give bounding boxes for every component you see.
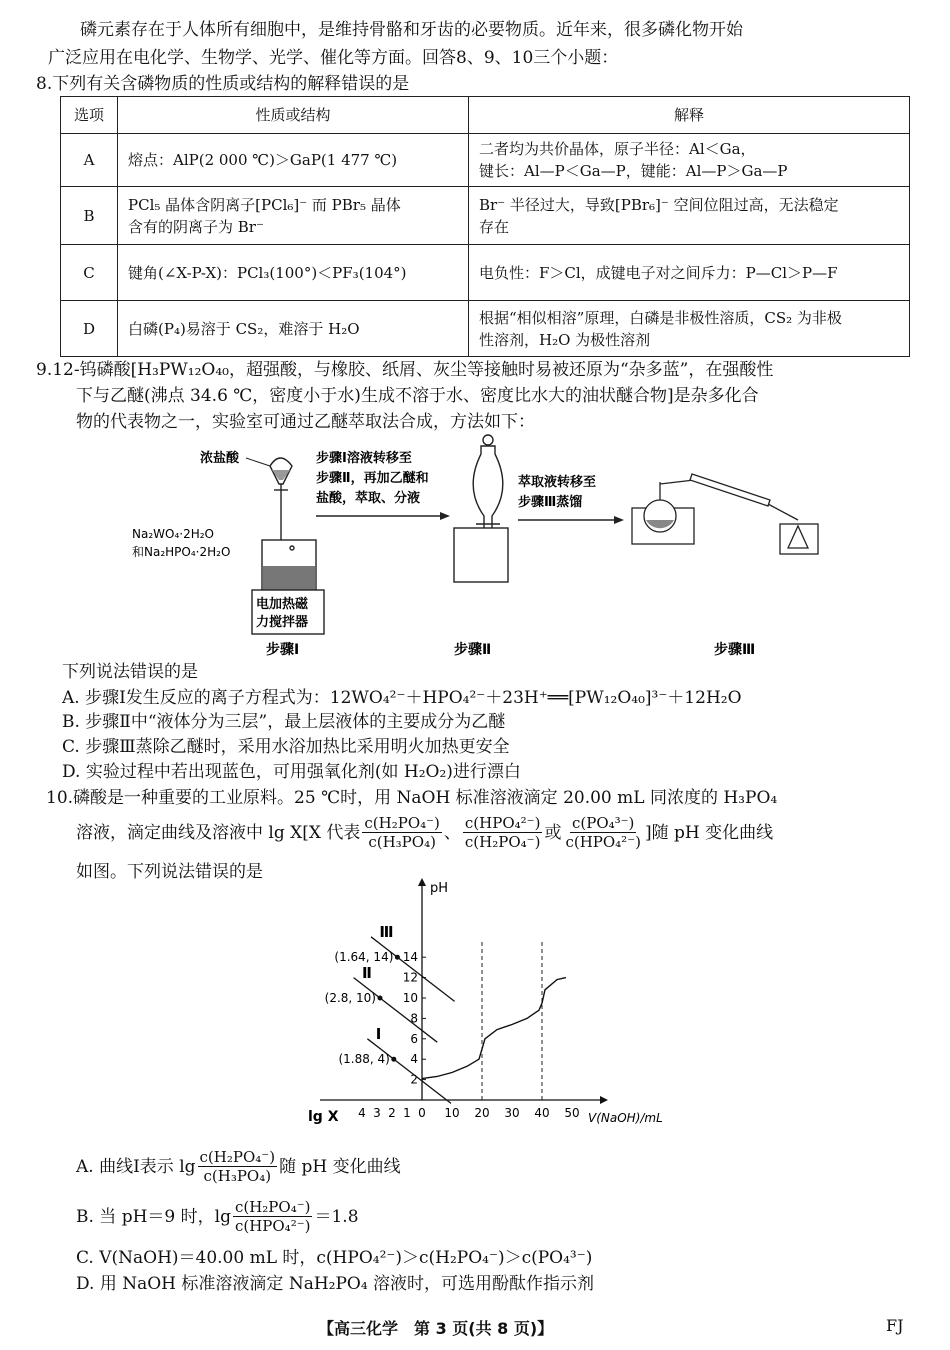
row-explanation (469, 187, 910, 245)
arrow1-text-3: 盐酸，萃取、分液 (316, 491, 421, 506)
q10-option-a (76, 1148, 401, 1185)
q10-option-d: D. 用 NaOH 标准溶液滴定 NaH₂PO₄ 溶液时，可选用酚酞作指示剂 (76, 1274, 595, 1294)
y-tick-label: 6 (410, 1031, 418, 1046)
q9-option-a: A. 步骤Ⅰ发生反应的离子方程式为：12WO₄²⁻＋HPO₄²⁻＋23H⁺══[PW₁₂O₄₀]³⁻＋12H₂O (62, 688, 742, 708)
row-property: 熔点：AlP(2 000 ℃)＞GaP(1 477 ℃) (118, 134, 469, 187)
row-property-line: 含有的阴离子为 Br⁻ (128, 217, 264, 236)
q9-option-d: D. 实验过程中若出现蓝色，可用强氧化剂(如 H₂O₂)进行漂白 (62, 762, 521, 782)
row-option: B (61, 187, 118, 245)
option-b-fraction (233, 1198, 313, 1235)
apparatus-figure (120, 428, 820, 660)
lgx-line-2 (354, 978, 438, 1043)
q10-line-3: 如图。下列说法错误的是 (76, 862, 263, 882)
fraction-numerator: c(H₂PO₄⁻) (364, 814, 440, 832)
option-a-start: A. 曲线Ⅰ表示 lg (76, 1156, 196, 1177)
x-tick-label: 40 (534, 1106, 550, 1120)
row-option: C (61, 245, 118, 301)
fraction-numerator: c(H₂PO₄⁻) (234, 1198, 311, 1216)
lgx-tick-label: 3 (373, 1106, 381, 1120)
step3-apparatus (632, 474, 818, 554)
x-axis-label: V(NaOH)/mL (588, 1111, 663, 1125)
row-explanation-line: 性溶剂，H₂O 为极性溶剂 (479, 330, 651, 349)
row-explanation-line: Br⁻ 半径过大，导致[PBr₆]⁻ 空间位阻过高，无法稳定 (479, 195, 839, 214)
col-header-property: 性质或结构 (118, 97, 469, 134)
acid-label: 浓盐酸 (200, 451, 240, 466)
lgx-line-label-3: Ⅲ (379, 923, 394, 942)
table-row (61, 187, 910, 245)
q10-option-c: C. V(NaOH)＝40.00 mL 时，c(HPO₄²⁻)＞c(H₂PO₄⁻)＞c(PO₄³⁻) (76, 1248, 593, 1268)
row-explanation-line: 根据“相似相溶”原理，白磷是非极性溶质，CS₂ 为非极 (479, 308, 842, 327)
intro-line-2: 广泛应用在电化学、生物学、光学、催化等方面。回答8、9、10三个小题： (48, 48, 619, 68)
row-property (118, 187, 469, 245)
y-tick-label: 2 (410, 1072, 418, 1087)
row-property: 键角(∠X-P-X)：PCl₃(100°)＜PF₃(104°) (118, 245, 469, 301)
fraction-3 (563, 814, 643, 851)
lgx-point-2 (378, 996, 383, 1001)
row-explanation (469, 301, 910, 357)
lgx-point-label-2: (2.8, 10) (324, 991, 376, 1005)
lgx-tick-label: 2 (388, 1106, 396, 1120)
arrow1-text-1: 步骤Ⅰ溶液转移至 (316, 451, 412, 466)
option-b-start: B. 当 pH＝9 时，lg (76, 1206, 231, 1227)
y-tick-label: 12 (402, 970, 418, 985)
arrow2-text-1: 萃取液转移至 (518, 475, 597, 490)
row-explanation (469, 134, 910, 187)
lgx-axis-label: lg X (308, 1109, 339, 1125)
q8-stem: 8.下列有关含磷物质的性质或结构的解释错误的是 (36, 74, 410, 94)
y-tick-label: 8 (410, 1011, 418, 1026)
row-option: A (61, 134, 118, 187)
q9-line-1: 9.12-钨磷酸[H₃PW₁₂O₄₀，超强酸，与橡胶、纸屑、灰尘等接触时易被还原为“杂多蓝”，在强酸性 (36, 360, 774, 380)
step2-label: 步骤Ⅱ (454, 642, 492, 658)
q9-line-2: 下与乙醚(沸点 34.6 ℃，密度小于水)生成不溶于水、密度比水大的油状醚合物]是杂多化合 (76, 386, 759, 406)
fraction-2 (463, 814, 543, 851)
x-tick-label: 50 (564, 1106, 580, 1120)
x-tick-label: 30 (504, 1106, 520, 1120)
lgx-line-label-1: Ⅰ (375, 1025, 382, 1044)
row-property-line: PCl₅ 晶体含阴离子[PCl₆]⁻ 而 PBr₅ 晶体 (128, 195, 401, 214)
fraction-numerator: c(PO₄³⁻) (571, 814, 635, 832)
reagent-label-1: Na₂WO₄·2H₂O (132, 527, 214, 541)
lgx-tick-label: 4 (358, 1106, 366, 1120)
row-explanation-line: 存在 (479, 217, 510, 236)
lgx-line-label-2: Ⅱ (362, 964, 372, 982)
q10-option-b (76, 1198, 359, 1235)
q9-line-3: 物的代表物之一，实验室可通过乙醚萃取法合成，方法如下： (76, 412, 535, 432)
row-explanation-line: 二者均为共价晶体，原子半径：Al＜Ga， (479, 140, 756, 158)
lgx-point-label-1: (1.88, 4) (338, 1052, 390, 1067)
row-explanation-line: 键长：Al—P＜Ga—P，键能：Al—P＞Ga—P (479, 162, 788, 180)
q10-line-2: 溶液，滴定曲线及溶液中 lg X[X 代表 $\frac{\text{c(H₂PO₄⁻)}}{\text{c(H₃PO₄)}}$ 、 $\frac{\text{c(HPO₄²⁻)}}{\text{c(H₂PO₄⁻)}}$ 或 $\frac{\text{c(PO₄³⁻)}}{\text{c(HPO₄²⁻)}}$ ]随 pH 变化曲线 (76, 814, 774, 851)
q8-table (60, 96, 910, 357)
q10-line-2-end: ]随 pH 变化曲线 (644, 822, 774, 843)
col-header-explanation: 解释 (469, 97, 910, 134)
fraction-denominator: c(H₃PO₄) (203, 1167, 272, 1185)
y-tick-label: 10 (402, 991, 418, 1005)
option-a-fraction (198, 1148, 278, 1185)
col-header-option: 选项 (61, 97, 118, 134)
x-tick-label: 10 (444, 1106, 460, 1120)
x-tick-label: 0 (418, 1106, 426, 1120)
fraction-denominator: c(HPO₄²⁻) (234, 1217, 311, 1235)
lgx-point-1 (391, 1057, 396, 1062)
q10-line-2-start: 溶液，滴定曲线及溶液中 lg X[X 代表 (76, 822, 361, 843)
intro-line-1: 磷元素存在于人体所有细胞中，是维持骨骼和牙齿的必要物质。近年来，很多磷化物开始 (80, 20, 743, 40)
fraction-numerator: c(H₂PO₄⁻) (199, 1148, 276, 1166)
x-tick-label: 20 (474, 1106, 490, 1120)
option-a-end: 随 pH 变化曲线 (279, 1156, 401, 1177)
y-tick-label: 14 (402, 950, 418, 965)
stirrer-label-2: 力搅拌器 (256, 615, 309, 630)
y-axis-label: pH (430, 881, 449, 896)
footer-title: 【高三化学 第 3 页(共 8 页)】 (318, 1319, 554, 1338)
fraction-denominator: c(H₂PO₄⁻) (464, 833, 541, 851)
row-explanation: 电负性：F＞Cl，成键电子对之间斥力：P—Cl＞P—F (469, 245, 910, 301)
table-row (61, 301, 910, 357)
arrow1-text-2: 步骤Ⅱ，再加乙醚和 (316, 471, 429, 486)
lgx-line-1 (367, 1039, 451, 1104)
titration-chart (300, 876, 700, 1146)
or-text: 或 (544, 822, 562, 843)
table-row (61, 245, 910, 301)
table-header-row (61, 97, 910, 134)
fraction-numerator: c(HPO₄²⁻) (464, 814, 541, 832)
row-property: 白磷(P₄)易溶于 CS₂，难溶于 H₂O (118, 301, 469, 357)
fraction-1 (362, 814, 442, 851)
table-row (61, 134, 910, 187)
row-option: D (61, 301, 118, 357)
arrow2-text-2: 步骤Ⅲ蒸馏 (518, 495, 583, 510)
q9-option-c: C. 步骤Ⅲ蒸除乙醚时，采用水浴加热比采用明火加热更安全 (62, 737, 510, 757)
fraction-denominator: c(H₃PO₄) (368, 833, 436, 851)
q9-option-b: B. 步骤Ⅱ中“液体分为三层”，最上层液体的主要成分为乙醚 (62, 712, 506, 732)
arrow-2 (518, 516, 624, 524)
y-tick-label: 4 (410, 1052, 418, 1067)
lgx-point-label-3: (1.64, 14) (334, 950, 394, 965)
reagent-label-2: 和Na₂HPO₄·2H₂O (132, 545, 231, 559)
y-axis-arrow (418, 878, 426, 886)
stirrer-label-1: 电加热磁 (256, 597, 309, 612)
q9-prompt: 下列说法错误的是 (62, 662, 198, 682)
step1-label: 步骤Ⅰ (266, 642, 300, 658)
lgx-tick-label: 1 (403, 1106, 411, 1120)
arrow-1 (316, 512, 450, 520)
acid-pointer (246, 458, 270, 466)
x-axis-arrow (600, 1096, 608, 1104)
q10-line-1: 10.磷酸是一种重要的工业原料。25 ℃时，用 NaOH 标准溶液滴定 20.00 mL 同浓度的 H₃PO₄ (46, 788, 778, 808)
footer-code: FJ (886, 1316, 904, 1335)
option-b-end: ＝1.8 (314, 1206, 359, 1227)
fraction-denominator: c(HPO₄²⁻) (565, 833, 641, 851)
step3-label: 步骤Ⅲ (714, 642, 756, 658)
step2-apparatus (454, 435, 508, 582)
lgx-point-3 (395, 955, 400, 960)
